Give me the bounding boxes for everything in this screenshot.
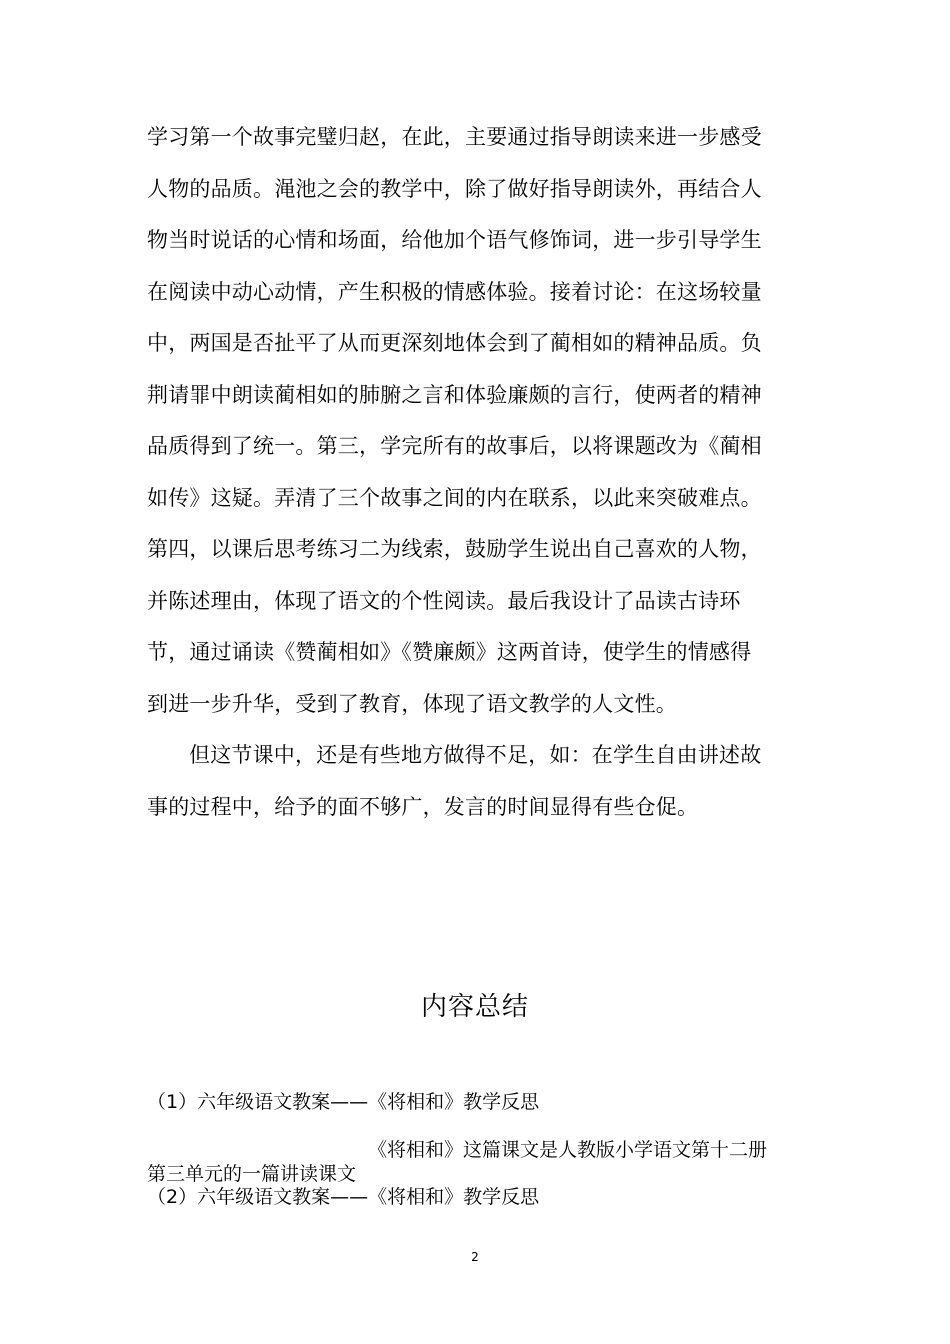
- paragraph2-line: 事的过程中，给予的面不够广，发言的时间显得有些仓促。: [147, 794, 699, 819]
- body-line: 在阅读中动心动情，产生积极的情感体验。接着讨论：在这场较量: [147, 279, 762, 304]
- body-line: 品质得到了统一。第三，学完所有的故事后，以将课题改为《蔺相: [147, 434, 762, 458]
- body-line: 第四，以课后思考练习二为线索，鼓励学生说出自己喜欢的人物，: [147, 537, 762, 561]
- summary-item-1-description-continued: 第三单元的一篇讲读课文: [147, 1163, 357, 1185]
- summary-item-2: （2）六年级语文教案——《将相和》教学反思: [147, 1186, 540, 1208]
- body-line: 如传》这疑。弄清了三个故事之间的内在联系，以此来突破难点。: [147, 485, 762, 510]
- paragraph2-line: 但这节课中，还是有些地方做得不足，如：在学生自由讲述故: [189, 743, 762, 767]
- body-text: [147, 112, 797, 833]
- body-line: 中，两国是否扯平了从而更深刻地体会到了蔺相如的精神品质。负: [147, 331, 762, 355]
- summary-item-1-description: 《将相和》这篇课文是人教版小学语文第十二册: [368, 1139, 768, 1161]
- body-line: 学习第一个故事完璧归赵，在此，主要通过指导朗读来进一步感受: [147, 125, 762, 149]
- body-line: 物当时说话的心情和场面，给他加个语气修饰词，进一步引导学生: [147, 228, 762, 252]
- page-number: 2: [471, 1250, 479, 1264]
- summary-title: 内容总结: [420, 992, 529, 1022]
- body-line: 人物的品质。渑池之会的教学中，除了做好指导朗读外，再结合人: [147, 176, 762, 201]
- body-line: 荆请罪中朗读蔺相如的肺腑之言和体验廉颇的言行，使两者的精神: [147, 382, 762, 407]
- body-line: 到进一步升华，受到了教育，体现了语文教学的人文性。: [147, 691, 677, 716]
- body-line: 并陈述理由，体现了语文的个性阅读。最后我设计了品读古诗环: [147, 588, 741, 613]
- body-line: 节，通过诵读《赞蔺相如》《赞廉颇》这两首诗，使学生的情感得: [147, 640, 752, 664]
- summary-item-1: （1）六年级语文教案——《将相和》教学反思: [147, 1091, 540, 1113]
